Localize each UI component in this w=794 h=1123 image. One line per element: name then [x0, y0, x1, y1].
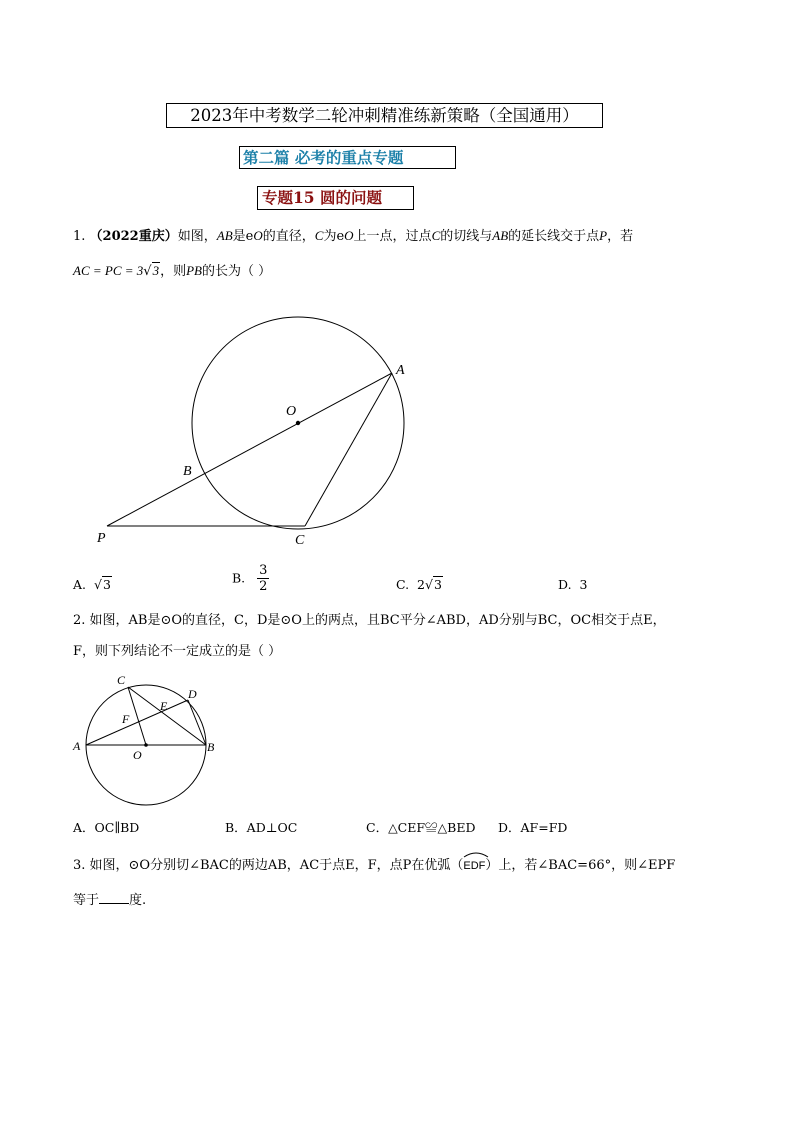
q2-option-c[interactable]: C．△CEF≌△BED	[366, 820, 476, 835]
q1-label-a: A	[396, 363, 405, 378]
q2-line-1: 2. 如图，AB是⊙O的直径，C，D是⊙O上的两点，且BC平分∠ABD，AD分别与BC，OC相交于点E，	[73, 613, 666, 628]
section-title: 第二篇 必考的重点专题	[239, 146, 456, 169]
q2-label-o: O	[133, 748, 142, 762]
topic-title: 专题15 圆的问题	[257, 186, 414, 210]
q2-option-d[interactable]: D．AF=FD	[498, 820, 568, 835]
q2-center-dot	[144, 743, 148, 747]
q3-arc: EDF	[463, 857, 485, 875]
q1-line-1: 1. （2022重庆）如图，AB是eO的直径，C为eO上一点，过点C的切线与AB的延长线交于点P，若	[73, 228, 634, 244]
q2-label-b: B	[207, 740, 215, 754]
q1-source: （2022重庆）	[89, 229, 178, 244]
q1-option-c[interactable]: C. 2√3	[396, 577, 442, 592]
document-title: 2023年中考数学二轮冲刺精准练新策略（全国通用）	[166, 103, 603, 128]
q3-line-2: 等于 度.	[73, 893, 147, 908]
q2-option-b[interactable]: B．AD⊥OC	[225, 820, 298, 835]
q1-option-a[interactable]: A. √3	[73, 577, 111, 592]
q1-label-b: B	[183, 464, 192, 479]
q1-label-o: O	[286, 404, 297, 419]
q2-line-oc	[128, 687, 146, 745]
q1-label-c: C	[295, 533, 305, 548]
q1-option-b[interactable]: B. $\frac{3}{2}$	[232, 563, 268, 594]
q2-option-a[interactable]: A．OC∥BD	[73, 820, 140, 835]
q1-option-d[interactable]: D. 3	[558, 577, 588, 592]
q2-label-f: F	[122, 712, 130, 726]
q3-answer-blank[interactable]	[99, 891, 129, 904]
q2-label-e: E	[160, 699, 168, 713]
q3-arc-mark	[463, 852, 489, 858]
q2-label-d: D	[188, 687, 197, 701]
q3-line-1: 3. 如图，⊙O分别切∠BAC的两边AB，AC于点E，F，点P在优弧（ EDF）上，若∠BAC=66°，则∠EPF	[73, 857, 675, 875]
q2-line-2: F，则下列结论不一定成立的是（ ）	[73, 644, 282, 659]
q1-line-2: AC = PC = 3√3，则PB的长为（ ）	[73, 263, 272, 279]
q2-label-a: A	[73, 739, 81, 753]
q2-label-c: C	[117, 673, 126, 687]
q2-line-ad	[86, 700, 188, 745]
q1-label-p: P	[97, 531, 106, 546]
